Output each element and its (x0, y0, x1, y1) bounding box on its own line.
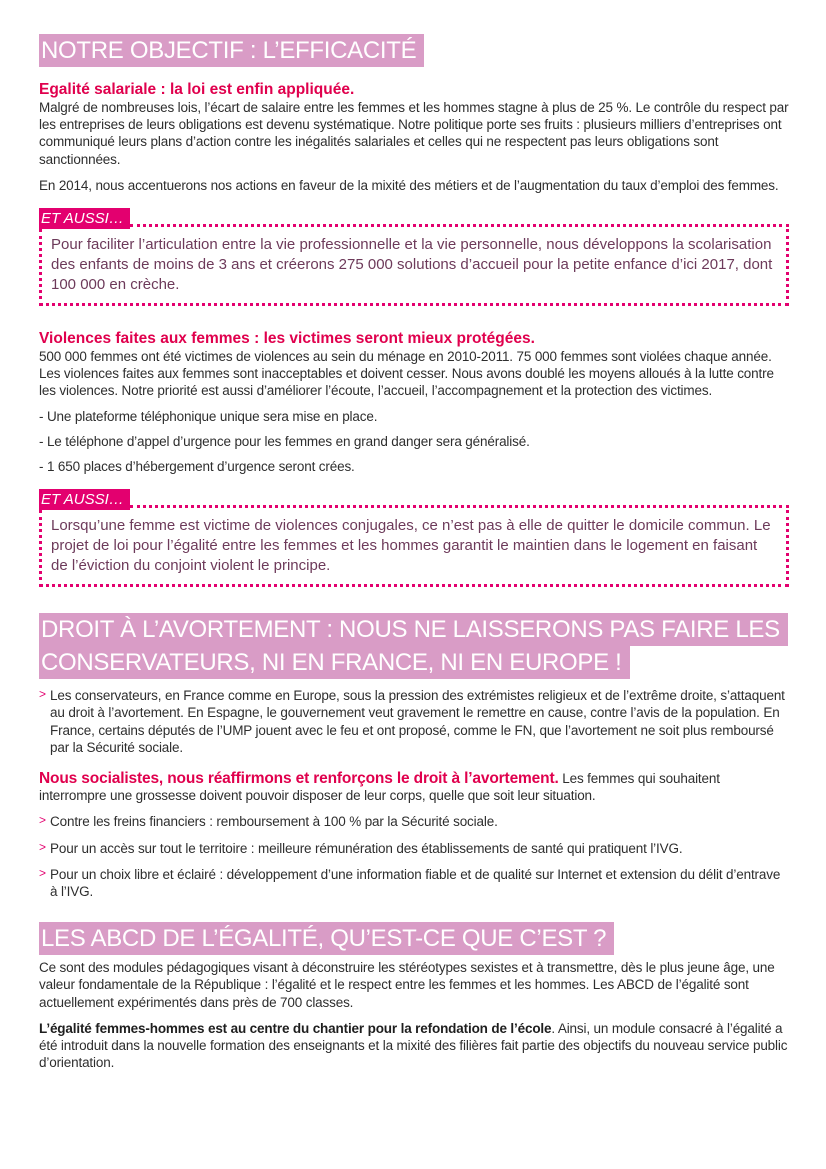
bold-text: L’égalité femmes-hommes est au centre du chantier pour la refondation de l’école (39, 1020, 552, 1036)
chevron-right-icon: > (39, 687, 47, 702)
list-item (39, 687, 789, 756)
bullet-text: Pour un accès sur tout le territoire : meilleure rémunération des établissements de santé qui pratiquent l’IVG. (50, 840, 683, 856)
heading-line: DROIT À L’AVORTEMENT : NOUS NE LAISSERONS PAS FAIRE LES (39, 613, 788, 646)
bullet-text: Contre les freins financiers : remboursement à 100 % par la Sécurité sociale. (50, 814, 498, 830)
section-heading-efficacite: NOTRE OBJECTIF : L’EFFICACITÉ (39, 34, 424, 67)
subheading-violences: Violences faites aux femmes : les victimes seront mieux protégées. (39, 330, 535, 348)
et-aussi-box (39, 510, 789, 587)
bullet-text: Pour un choix libre et éclairé : développement d’une information fiable et de qualité sur Internet et extension du délit d’entrave à l’IVG. (50, 866, 781, 900)
paragraph-lead (39, 770, 789, 804)
list-item: - 1 650 places d’hébergement d’urgence seront crées. (39, 459, 355, 475)
et-aussi-header (39, 208, 789, 229)
paragraph: Les conservateurs, en France comme en Europe, sous la pression des extrémistes religieux et de l’extrême droite, s’attaquent au droit à l’avortement. En Espagne, le gouvernement veut gravement le remettre en cause, contre l’avis de la population. En France, certains députés de l’UMP jouent avec le feu et ont proposé, comme le FN, que l’avortement ne soit plus remboursé par la Sécurité sociale. (50, 688, 785, 755)
et-aussi-label: ET AUSSI… (39, 489, 130, 510)
et-aussi-box (39, 229, 789, 306)
paragraph: 500 000 femmes ont été victimes de violences au sein du ménage en 2010-2011. 75 000 femmes sont violées chaque année. Les violences faites aux femmes sont inacceptables et doivent cesser. Nous avons doublé les moyens alloués à la lutte contre les violences. Notre priorité est aussi d’améliorer l’écoute, l’accueil, l’accompagnement et la protection des victimes. (39, 349, 774, 399)
lead-rest: Les femmes qui souhaitent interrompre une grossesse doivent pouvoir disposer de leur corps, quelle que soit leur situation. (39, 771, 720, 804)
et-aussi-label: ET AUSSI… (39, 208, 130, 229)
paragraph: Malgré de nombreuses lois, l’écart de salaire entre les femmes et les hommes stagne à plus de 25 %. Le contrôle du respect par les entreprises de leurs obligations est devenu systématique. Notre politique porte ses fruits : plusieurs milliers d’entreprises ont communiqué leurs plans d’action contre les inégalités salariales et celles qui ne respectent pas leurs obligations sont sanctionnées. (39, 100, 789, 167)
subheading-egalite-salariale: Egalité salariale : la loi est enfin appliquée. (39, 81, 355, 98)
heading-line: CONSERVATEURS, NI EN FRANCE, NI EN EUROPE ! (39, 646, 630, 679)
paragraph (39, 1020, 789, 1072)
list-item: - Le téléphone d’appel d’urgence pour les femmes en grand danger sera généralisé. (39, 433, 530, 449)
paragraph-rest: . Ainsi, un module consacré à l’égalité a été introduit dans la nouvelle formation des enseignants et la mixité des filières fait partie des objectifs du nouveau service public d’orientation. (39, 1020, 788, 1071)
page (39, 34, 789, 1071)
list-item (39, 840, 789, 857)
section-heading-abcd: LES ABCD DE L’ÉGALITÉ, QU’EST-CE QUE C’EST ? (39, 922, 614, 955)
chevron-right-icon: > (39, 839, 47, 854)
list-item (39, 813, 789, 830)
paragraph: Ce sont des modules pédagogiques visant à déconstruire les stéréotypes sexistes et à transmettre, dès le plus jeune âge, une valeur fondamentale de la République : l’égalité et le respect entre les femmes et les hommes. Les ABCD de l’égalité sont actuellement expérimentés dans près de 700 classes. (39, 960, 775, 1010)
section-heading-avortement (39, 613, 789, 679)
et-aussi-text: Lorsqu’une femme est victime de violences conjugales, ce n’est pas à elle de quitter le domicile commun. Le projet de loi pour l’égalité entre les femmes et les hommes garantit le maintien dans le logement en faisant de l’éviction du conjoint violent le principe. (51, 517, 771, 575)
lead-text: Nous socialistes, nous réaffirmons et renforçons le droit à l’avortement. (39, 770, 559, 788)
chevron-right-icon: > (39, 865, 47, 880)
paragraph: En 2014, nous accentuerons nos actions en faveur de la mixité des métiers et de l’augmentation du taux d’emploi des femmes. (39, 177, 779, 193)
et-aussi-text: Pour faciliter l’articulation entre la vie professionnelle et la vie personnelle, nous développons la scolarisation des enfants de moins de 3 ans et créerons 275 000 solutions d’accueil pour la petite enfance d’ici 2017, dont 100 000 en crèche. (51, 236, 773, 294)
list-item (39, 866, 789, 900)
chevron-right-icon: > (39, 813, 47, 828)
list-item: - Une plateforme téléphonique unique sera mise en place. (39, 408, 378, 424)
et-aussi-header (39, 489, 789, 510)
